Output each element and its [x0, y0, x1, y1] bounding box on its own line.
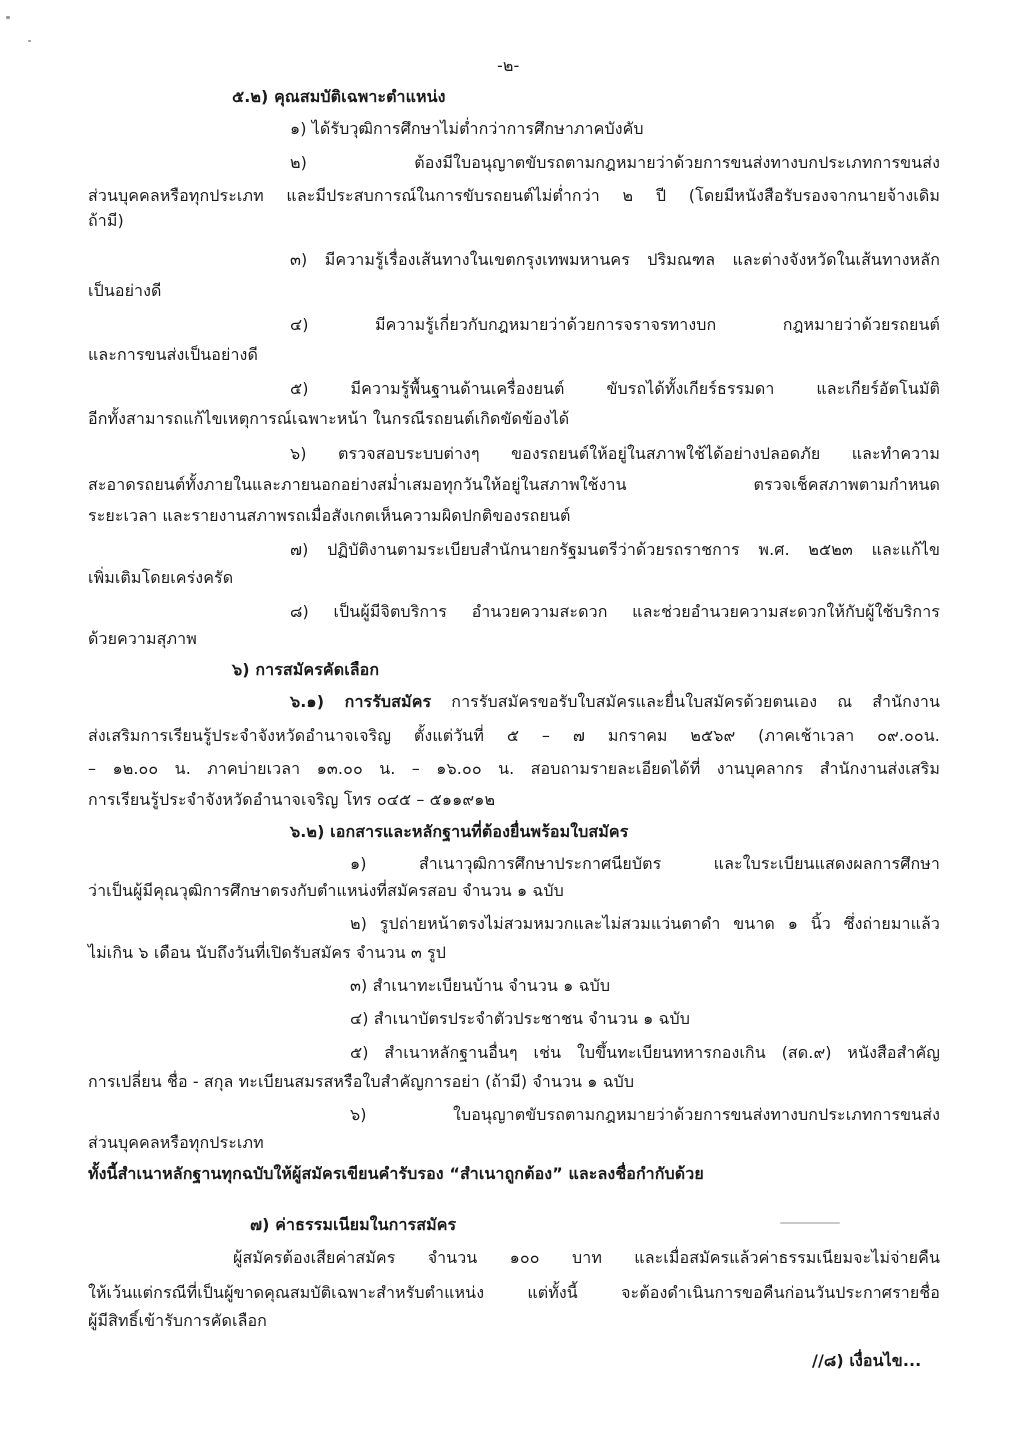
qualification-item-6-line-2: สะอาดรถยนต์ทั้งภายในและภายนอกอย่างสม่ำเสมอทุกวันให้อยู่ในสภาพใช้งาน ตรวจเช็คสภาพตามกำหนด	[88, 475, 940, 494]
qualification-item-4-line-2: และการขนส่งเป็นอย่างดี	[88, 345, 258, 364]
document-item-1-line-2: ว่าเป็นผู้มีคุณวุฒิการศึกษาตรงกับตำแหน่งที่สมัครสอบ จำนวน ๑ ฉบับ	[88, 881, 564, 900]
document-item-2-line-2: ไม่เกิน ๖ เดือน นับถึงวันที่เปิดรับสมัคร จำนวน ๓ รูป	[88, 943, 447, 962]
application-subheading: ๖.๑) การรับสมัคร	[290, 692, 432, 711]
continuation-marker: //๘) เงื่อนไข...	[812, 1351, 922, 1370]
application-paragraph-line-3: – ๑๒.๐๐ น. ภาคบ่ายเวลา ๑๓.๐๐ น. – ๑๖.๐๐ น. สอบถามรายละเอียดได้ที่ งานบุคลากร สำนักงานส่งเสริม	[88, 759, 940, 778]
documents-subheading: ๖.๒) เอกสารและหลักฐานที่ต้องยื่นพร้อมใบสมัคร	[290, 822, 629, 841]
qualification-item-5-line-1: ๕) มีความรู้พื้นฐานด้านเครื่องยนต์ ขับรถได้ทั้งเกียร์ธรรมดา และเกียร์อัตโนมัติ	[290, 379, 940, 398]
certification-note: ทั้งนี้สำเนาหลักฐานทุกฉบับให้ผู้สมัครเขียนคำรับรอง “สำเนาถูกต้อง” และลงชื่อกำกับด้วย	[88, 1164, 704, 1183]
section-heading-6: ๖) การสมัครคัดเลือก	[232, 660, 380, 679]
scan-speck	[6, 16, 10, 19]
qualification-item-7-line-2: เพิ่มเติมโดยเคร่งครัด	[88, 568, 234, 587]
qualification-item-2-line-3: ถ้ามี)	[88, 211, 124, 230]
document-item-5-line-1: ๕) สำเนาหลักฐานอื่นๆ เช่น ใบขึ้นทะเบียนทหารกองเกิน (สด.๙) หนังสือสำคัญ	[350, 1043, 940, 1062]
document-item-1-line-1: ๑) สำเนาวุฒิการศึกษาประกาศนียบัตร และใบระเบียนแสดงผลการศึกษา	[350, 854, 940, 873]
application-text: การรับสมัครขอรับใบสมัครและยื่นใบสมัครด้วยตนเอง ณ สำนักงาน	[431, 692, 940, 711]
qualification-item-6-line-3: ระยะเวลา และรายงานสภาพรถเมื่อสังเกตเห็นความผิดปกติของรถยนต์	[88, 506, 571, 525]
qualification-item-2-line-2: ส่วนบุคคลหรือทุกประเภท และมีประสบการณ์ในการขับรถยนต์ไม่ต่ำกว่า ๒ ปี (โดยมีหนังสือรับรองจากนายจ้างเดิม	[88, 186, 940, 205]
qualification-item-2-line-1: ๒) ต้องมีใบอนุญาตขับรถตามกฎหมายว่าด้วยการขนส่งทางบกประเภทการขนส่ง	[290, 153, 940, 172]
scan-speck	[28, 40, 31, 42]
document-item-5-line-2: การเปลี่ยน ชื่อ - สกุล ทะเบียนสมรสหรือใบสำคัญการอย่า (ถ้ามี) จำนวน ๑ ฉบับ	[88, 1072, 635, 1091]
fee-paragraph-line-2: ให้เว้นแต่กรณีที่เป็นผู้ขาดคุณสมบัติเฉพาะสำหรับตำแหน่ง แต่ทั้งนี้ จะต้องดำเนินการขอคืนก่อนวันประกาศรายชื่อ	[88, 1283, 940, 1302]
document-item-3: ๓) สำเนาทะเบียนบ้าน จำนวน ๑ ฉบับ	[350, 976, 611, 995]
qualification-item-4-line-1: ๔) มีความรู้เกี่ยวกับกฎหมายว่าด้วยการจราจรทางบก กฎหมายว่าด้วยรถยนต์	[290, 315, 940, 334]
page-number: -๒-	[497, 56, 520, 75]
qualification-item-8-line-2: ด้วยความสุภาพ	[88, 629, 197, 648]
qualification-item-8-line-1: ๘) เป็นผู้มีจิตบริการ อำนวยความสะดวก และช่วยอำนวยความสะดวกให้กับผู้ใช้บริการ	[290, 602, 940, 621]
fee-paragraph-line-1: ผู้สมัครต้องเสียค่าสมัคร จำนวน ๑๐๐ บาท และเมื่อสมัครแล้วค่าธรรมเนียมจะไม่จ่ายคืน	[233, 1248, 940, 1267]
qualification-item-5-line-2: อีกทั้งสามารถแก้ไขเหตุการณ์เฉพาะหน้า ในกรณีรถยนต์เกิดขัดข้องได้	[88, 409, 570, 428]
document-item-6-line-1: ๖) ใบอนุญาตขับรถตามกฎหมายว่าด้วยการขนส่งทางบกประเภทการขนส่ง	[350, 1105, 940, 1124]
qualification-item-7-line-1: ๗) ปฏิบัติงานตามระเบียบสำนักนายกรัฐมนตรีว่าด้วยรถราชการ พ.ศ. ๒๕๒๓ และแก้ไข	[290, 540, 940, 559]
qualification-item-3-line-1: ๓) มีความรู้เรื่องเส้นทางในเขตกรุงเทพมหานคร ปริมณฑล และต่างจังหวัดในเส้นทางหลัก	[290, 250, 940, 269]
application-paragraph-line-4: การเรียนรู้ประจำจังหวัดอำนาจเจริญ โทร ๐๔๕ – ๕๑๑๙๑๒	[88, 790, 496, 809]
application-paragraph-line-1	[88, 691, 940, 713]
section-heading-7: ๗) ค่าธรรมเนียมในการสมัคร	[250, 1215, 457, 1234]
qualification-item-3-line-2: เป็นอย่างดี	[88, 281, 162, 300]
document-item-6-line-2: ส่วนบุคคลหรือทุกประเภท	[88, 1133, 264, 1152]
scan-speck	[780, 1222, 840, 1224]
document-item-2-line-1: ๒) รูปถ่ายหน้าตรงไม่สวมหมวกและไม่สวมแว่นตาดำ ขนาด ๑ นิ้ว ซึ่งถ่ายมาแล้ว	[350, 914, 940, 933]
fee-paragraph-line-3: ผู้มีสิทธิ์เข้ารับการคัดเลือก	[88, 1311, 267, 1330]
document-item-4: ๔) สำเนาบัตรประจำตัวประชาชน จำนวน ๑ ฉบับ	[350, 1009, 691, 1028]
application-paragraph-line-2: ส่งเสริมการเรียนรู้ประจำจังหวัดอำนาจเจริญ ตั้งแต่วันที่ ๕ – ๗ มกราคม ๒๕๖๙ (ภาคเช้าเวลา ๐๙.๐๐น.	[88, 726, 940, 745]
qualification-item-6-line-1: ๖) ตรวจสอบระบบต่างๆ ของรถยนต์ให้อยู่ในสภาพใช้ได้อย่างปลอดภัย และทำความ	[290, 444, 940, 463]
section-heading-5-2: ๕.๒) คุณสมบัติเฉพาะตำแหน่ง	[232, 87, 446, 106]
qualification-item-1: ๑) ได้รับวุฒิการศึกษาไม่ต่ำกว่าการศึกษาภาคบังคับ	[290, 119, 644, 138]
